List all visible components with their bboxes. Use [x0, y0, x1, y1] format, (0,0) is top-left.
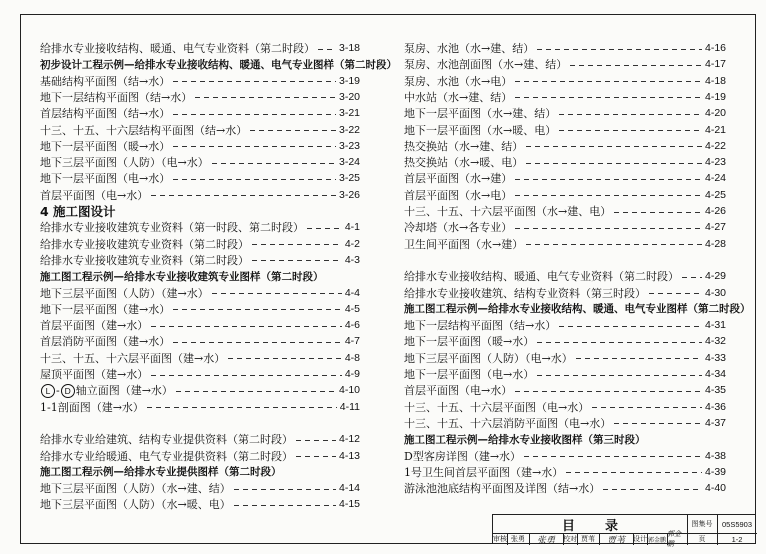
toc-entry[interactable]: [404, 219, 726, 235]
toc-leader-dashes: [173, 309, 342, 310]
toc-leader-dashes: [526, 163, 702, 164]
toc-leader-dashes: [173, 179, 336, 180]
toc-leader-dashes: [212, 163, 336, 164]
toc-entry: [40, 415, 360, 431]
toc-page-number: 3-18: [338, 42, 360, 54]
toc-page-number: 4-2: [344, 237, 360, 250]
toc-entry-title: 首层平面图（电→水）: [404, 384, 513, 398]
toc-entry-title: 基础结构平面图（结→水）: [40, 74, 171, 88]
toc-leader-dashes: [176, 391, 336, 392]
toc-entry-title: 首层消防平面图（建→水）: [40, 335, 171, 349]
toc-entry-title: 游泳池池底结构平面图及详图（结→水）: [404, 482, 601, 496]
toc-page-number: 4-31: [704, 319, 726, 332]
toc-entry-title: 地下一层平面图（水→暖、电）: [404, 123, 557, 137]
toc-entry[interactable]: [404, 40, 726, 56]
toc-entry[interactable]: [404, 285, 726, 301]
toc-entry[interactable]: [40, 154, 360, 170]
toc-entry[interactable]: [40, 399, 360, 415]
toc-page-number: 4-36: [704, 400, 726, 413]
toc-page-number: 4-40: [704, 482, 726, 495]
toc-page-number: 3-19: [338, 74, 360, 87]
toc-entry-title: 4 施工图设计: [40, 204, 116, 219]
toc-entry[interactable]: [404, 382, 726, 398]
toc-entry-text: 轴立面图（建→水）: [75, 384, 173, 398]
toc-leader-dashes: [603, 489, 702, 490]
toc-entry-title: 给排水专业接收建筑、结构专业资料（第三时段）: [404, 286, 646, 300]
toc-leader-dashes: [147, 407, 337, 408]
toc-entry-title: 地下三层平面图（人防）（建→水）: [40, 286, 209, 300]
toc-entry-title: 屋顶平面图（建→水）: [40, 368, 149, 381]
toc-entry-title: D型客房详图（建→水）: [404, 449, 522, 463]
toc-page-number: 3-21: [338, 107, 360, 120]
toc-page-number: 4-27: [704, 221, 726, 234]
toc-entry[interactable]: [404, 203, 726, 219]
toc-page-number: 4-34: [704, 368, 726, 380]
toc-leader-dashes: [234, 489, 336, 490]
toc-entry-title: 地下一层平面图（电→水）: [404, 368, 535, 381]
toc-leader-dashes: [228, 358, 342, 359]
toc-entry-title: 地下一层平面图（暖→水）: [404, 335, 535, 349]
toc-entry-title: 首层结构平面图（结→水）: [40, 107, 171, 121]
page-value: 1-2: [731, 534, 743, 544]
toc-entry-title: 地下三层平面图（人防）（水→建、结）: [40, 482, 231, 496]
toc-entry[interactable]: [40, 480, 360, 496]
toc-entry-title: 热交换站（水→暖、电）: [404, 156, 524, 170]
toc-entry[interactable]: [404, 480, 726, 496]
toc-page-number: 4-39: [704, 465, 726, 478]
toc-page-number: 4-33: [704, 351, 726, 364]
toc-page-number: 4-7: [344, 335, 360, 348]
toc-entry-title: 地下三层平面图（人防）（水→暖、电）: [40, 498, 231, 512]
toc-page-number: 3-20: [338, 90, 360, 103]
toc-entry-title: 地下三层平面图（人防）（电→水）: [404, 351, 573, 365]
toc-leader-dashes: [151, 375, 342, 376]
toc-entry-title: 十三、十五、十六层平面图（建→水）: [40, 351, 226, 365]
toc-page-number: 4-6: [344, 319, 360, 332]
toc-page-number: 3-22: [338, 123, 360, 136]
atlas-no-value: 05S5903: [721, 519, 753, 529]
toc-section-heading[interactable]: [40, 56, 397, 72]
toc-entry[interactable]: [40, 496, 360, 512]
toc-leader-dashes: [614, 423, 702, 424]
toc-page-number: 4-26: [704, 205, 726, 217]
toc-entry[interactable]: [40, 285, 360, 301]
check-label: 校对: [563, 535, 577, 543]
toc-page-number: 4-24: [704, 172, 726, 185]
toc-entry-title: 给排水专业接收结构、暖通、电气专业资料（第二时段）: [404, 270, 679, 284]
toc-entry[interactable]: [404, 366, 726, 382]
toc-leader-dashes: [592, 407, 702, 408]
toc-leader-dashes: [649, 293, 702, 294]
toc-leader-dashes: [515, 97, 702, 98]
toc-page-number: 4-8: [344, 351, 360, 364]
toc-leader-dashes: [570, 65, 702, 66]
toc-entry-title: 首层平面图（水→建）: [404, 172, 513, 186]
toc-entry-title: 初步设计工程示例—给排水专业接收结构、暖通、电气专业图样（第二时段）: [40, 58, 397, 71]
toc-entry[interactable]: [40, 89, 360, 105]
check-name: 贾苇: [581, 535, 595, 543]
toc-entry[interactable]: [404, 464, 726, 480]
toc-entry[interactable]: [40, 40, 360, 56]
toc-entry-title: 给排水专业接收建筑专业资料（第二时段）: [40, 237, 249, 251]
toc-leader-dashes: [250, 130, 336, 131]
toc-entry-title: 施工图工程示例—给排水专业接收图样（第三时段）: [404, 433, 646, 446]
toc-page-number: 4-17: [704, 58, 726, 71]
toc-entry-title: 给排水专业给暖通、电气专业提供资料（第二时段）: [40, 449, 293, 463]
design-label: 设计: [633, 535, 647, 543]
toc-page-number: 4-15: [338, 498, 360, 511]
toc-entry[interactable]: [40, 187, 360, 203]
toc-entry-title: 热交换站（水→建、结）: [404, 139, 524, 153]
atlas-no-label: 图集号: [691, 520, 713, 528]
toc-entry-title: 地下一层平面图（建→水）: [40, 302, 171, 316]
toc-leader-dashes: [195, 97, 336, 98]
toc-leader-dashes: [537, 342, 702, 343]
design-name: 郭金鹏: [647, 536, 666, 544]
toc-leader-dashes: [524, 456, 702, 457]
toc-page-number: 4-13: [338, 449, 360, 462]
toc-page-number: 4-11: [339, 400, 360, 413]
toc-entry-title: 给排水专业给建筑、结构专业提供资料（第二时段）: [40, 433, 293, 447]
toc-leader-dashes: [537, 49, 702, 50]
axis-range-dash: -: [56, 384, 60, 398]
toc-section-heading[interactable]: [40, 464, 360, 480]
toc-leader-dashes: [614, 212, 702, 213]
toc-leader-dashes: [576, 358, 702, 359]
toc-leader-dashes: [559, 130, 702, 131]
toc-leader-dashes: [559, 326, 702, 327]
toc-entry-title: 给排水专业接收结构、暖通、电气专业资料（第二时段）: [40, 42, 315, 55]
toc-entry-title: 地下一层结构平面图（结→水）: [40, 90, 193, 104]
title-block-title: 目录: [561, 518, 648, 534]
toc-entry[interactable]: [40, 350, 360, 366]
toc-entry: [404, 252, 726, 268]
toc-entry[interactable]: [404, 415, 726, 431]
toc-entry[interactable]: [40, 138, 360, 154]
toc-entry[interactable]: [40, 219, 360, 235]
toc-page-number: 4-30: [704, 286, 726, 299]
toc-page-number: 4-22: [704, 139, 726, 152]
toc-page-number: 4-12: [338, 433, 360, 446]
axis-label-icon: D: [61, 384, 75, 398]
toc-entry-title: 1-1剖面图（建→水）: [40, 400, 144, 414]
toc-entry-title: 首层平面图（电→水）: [40, 188, 149, 202]
toc-entry[interactable]: [40, 105, 360, 121]
toc-page-number: 4-5: [344, 302, 360, 315]
toc-leader-dashes: [515, 179, 702, 180]
toc-entry-title: 地下一层平面图（电→水）: [40, 172, 171, 186]
toc-page-number: 4-19: [704, 90, 726, 103]
toc-leader-dashes: [515, 195, 702, 196]
toc-entry[interactable]: [404, 138, 726, 154]
toc-page-number: 4-20: [704, 107, 726, 120]
toc-entry[interactable]: [404, 268, 726, 284]
toc-leader-dashes: [682, 277, 702, 278]
toc-entry[interactable]: [404, 399, 726, 415]
toc-page-number: 4-10: [338, 384, 360, 397]
toc-chapter-heading[interactable]: [40, 203, 360, 219]
toc-entry[interactable]: [40, 431, 360, 447]
toc-page-number: 3-23: [338, 139, 360, 152]
toc-page-number: 4-16: [704, 42, 726, 54]
toc-leader-dashes: [515, 391, 702, 392]
toc-entry[interactable]: [404, 105, 726, 121]
toc-page-number: 4-38: [704, 449, 726, 462]
toc-entry-title: 地下一层平面图（暖→水）: [40, 139, 171, 153]
review-label: 审核: [493, 535, 507, 543]
toc-entry-title: 施工图工程示例—给排水专业提供图样（第二时段）: [40, 466, 282, 479]
toc-entry[interactable]: [40, 236, 360, 252]
toc-entry[interactable]: [40, 382, 360, 398]
toc-page-number: 4-23: [704, 156, 726, 169]
check-signature: 贾苇: [606, 535, 625, 546]
toc-entry[interactable]: [40, 333, 360, 349]
toc-leader-dashes: [252, 244, 342, 245]
toc-page-number: 4-35: [704, 384, 726, 397]
toc-page-number: 4-29: [704, 270, 726, 283]
toc-leader-dashes: [537, 375, 702, 376]
toc-leader-dashes: [151, 195, 336, 196]
toc-leader-dashes: [526, 244, 702, 245]
toc-page-number: 3-25: [338, 172, 360, 185]
toc-leader-dashes: [151, 326, 342, 327]
toc-leader-dashes: [212, 293, 342, 294]
toc-entry[interactable]: [40, 448, 360, 464]
toc-entry[interactable]: [40, 252, 360, 268]
toc-entry[interactable]: [404, 73, 726, 89]
toc-leader-dashes: [296, 440, 336, 441]
toc-leader-dashes: [173, 146, 336, 147]
toc-entry[interactable]: [404, 154, 726, 170]
toc-page-number: 4-25: [704, 188, 726, 201]
review-name: 张勇: [511, 535, 525, 543]
toc-leader-dashes: [296, 456, 336, 457]
toc-entry-title: 中水站（水→建、结）: [404, 90, 513, 104]
toc-entry-title: 十三、十五、十六层平面图（电→水）: [404, 400, 590, 414]
toc-entry-title: 十三、十五、十六层平面图（水→建、电）: [404, 205, 612, 218]
toc-leader-dashes: [234, 505, 336, 506]
toc-leader-dashes: [559, 114, 702, 115]
toc-entry[interactable]: [40, 317, 360, 333]
toc-page-number: 4-1: [344, 221, 360, 234]
toc-leader-dashes: [566, 472, 702, 473]
toc-entry-title: 给排水专业接收建筑专业资料（第一时段、第二时段）: [40, 221, 304, 235]
toc-leader-dashes: [307, 228, 342, 229]
toc-entry[interactable]: [404, 350, 726, 366]
toc-entry-title: 施工图工程示例—给排水专业接收建筑专业图样（第二时段）: [40, 270, 324, 283]
toc-leader-dashes: [252, 260, 342, 261]
toc-entry[interactable]: [404, 236, 726, 252]
toc-page-number: 4-18: [704, 74, 726, 87]
toc-entry-title: 泵房、水池剖面图（水→建、结）: [404, 58, 568, 72]
toc-entry-title: [40, 382, 173, 398]
toc-page-number: 4-9: [344, 368, 360, 380]
toc-page-number: 4-14: [338, 482, 360, 495]
toc-entry[interactable]: [404, 56, 726, 72]
toc-entry-title: 十三、十五、十六层消防平面图（电→水）: [404, 416, 612, 430]
toc-leader-dashes: [526, 146, 702, 147]
toc-page-number: 4-32: [704, 335, 726, 348]
toc-entry-title: 十三、十五、十六层结构平面图（结→水）: [40, 123, 248, 137]
toc-entry-title: 地下三层平面图（人防）（电→水）: [40, 156, 209, 170]
toc-leader-dashes: [515, 228, 702, 229]
toc-page-number: 4-21: [704, 123, 726, 136]
review-signature: 张勇: [536, 535, 555, 546]
toc-entry-title: 首层平面图（水→电）: [404, 188, 513, 202]
title-block: [492, 514, 756, 548]
toc-entry[interactable]: [404, 317, 726, 333]
toc-page-number: 4-4: [344, 286, 360, 299]
design-signature: 郭金鹏: [667, 530, 681, 548]
toc-entry-title: 地下一层平面图（水→建、结）: [404, 107, 557, 121]
toc-entry-title: 首层平面图（建→水）: [40, 319, 149, 333]
toc-entry[interactable]: [404, 333, 726, 349]
toc-entry-title: 1号卫生间首层平面图（建→水）: [404, 465, 564, 479]
toc-leader-dashes: [318, 49, 336, 50]
toc-entry-title: 地下一层结构平面图（结→水）: [404, 319, 557, 333]
toc-page-number: 4-28: [704, 237, 726, 250]
toc-entry[interactable]: [404, 122, 726, 138]
page-label: 页: [698, 535, 706, 543]
toc-leader-dashes: [173, 81, 336, 82]
toc-section-heading[interactable]: [40, 268, 360, 284]
toc-entry-title: 给排水专业接收建筑专业资料（第二时段）: [40, 253, 249, 267]
toc-entry[interactable]: [404, 187, 726, 203]
toc-section-heading[interactable]: [404, 301, 751, 317]
toc-entry-title: 泵房、水池（水→电）: [404, 74, 513, 88]
toc-leader-dashes: [515, 81, 702, 82]
toc-entry[interactable]: [404, 170, 726, 186]
toc-leader-dashes: [173, 342, 342, 343]
toc-entry[interactable]: [404, 89, 726, 105]
toc-entry[interactable]: [40, 170, 360, 186]
toc-entry-title: 施工图工程示例—给排水专业接收结构、暖通、电气专业图样（第二时段）: [404, 303, 751, 316]
toc-entry-title: 泵房、水池（水→建、结）: [404, 42, 535, 55]
toc-page-number: 4-3: [344, 253, 360, 266]
toc-leader-dashes: [173, 114, 336, 115]
toc-entry-title: 冷却塔（水→各专业）: [404, 221, 513, 235]
toc-section-heading[interactable]: [404, 431, 726, 447]
toc-entry[interactable]: [40, 366, 360, 382]
toc-entry[interactable]: [40, 122, 360, 138]
toc-entry-title: 卫生间平面图（水→建）: [404, 237, 524, 251]
toc-entry[interactable]: [40, 301, 360, 317]
axis-label-icon: L: [41, 384, 55, 398]
toc-page-number: 4-37: [704, 416, 726, 429]
toc-page-number: 3-24: [338, 156, 360, 169]
toc-entry[interactable]: [40, 73, 360, 89]
toc-page-number: 3-26: [338, 188, 360, 201]
toc-entry[interactable]: [404, 448, 726, 464]
